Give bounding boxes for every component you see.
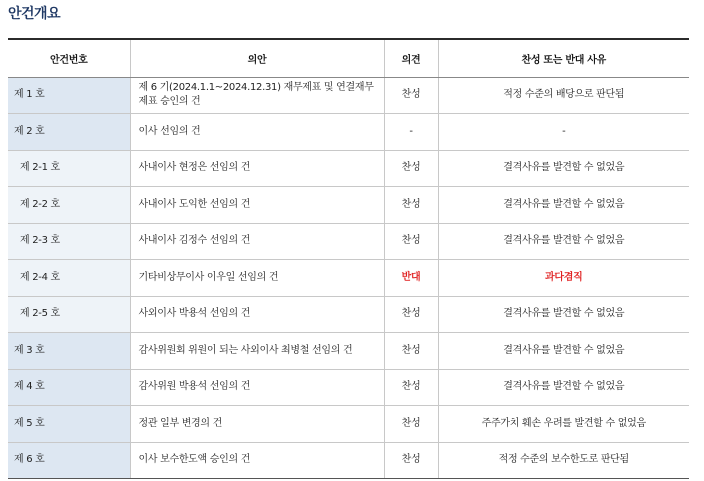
reason: 결격사유를 발견할 수 없었음 (438, 296, 689, 333)
section-title: 안건개요 (8, 6, 61, 22)
opinion: 찬성 (384, 150, 438, 187)
agenda-table (8, 38, 689, 479)
reason: 적정 수준의 배당으로 판단됨 (438, 77, 689, 114)
reason: 적정 수준의 보수한도로 판단됨 (438, 442, 689, 479)
opinion: 찬성 (384, 442, 438, 479)
agenda-title: 기타비상무이사 이우일 선임의 건 (130, 260, 384, 297)
agenda-title: 사내이사 도익한 선임의 건 (130, 187, 384, 224)
agenda-no: 제 2 호 (8, 114, 130, 151)
reason: 주주가치 훼손 우려를 발견할 수 없었음 (438, 406, 689, 443)
reason: 결격사유를 발견할 수 없었음 (438, 333, 689, 370)
table-row (8, 369, 689, 406)
reason: 결격사유를 발견할 수 없었음 (438, 223, 689, 260)
agenda-title: 사외이사 박용석 선임의 건 (130, 296, 384, 333)
reason: 결격사유를 발견할 수 없었음 (438, 369, 689, 406)
opinion: 찬성 (384, 296, 438, 333)
agenda-no: 제 2-3 호 (8, 223, 130, 260)
reason: 결격사유를 발견할 수 없었음 (438, 150, 689, 187)
opinion: 찬성 (384, 406, 438, 443)
table-row (8, 223, 689, 260)
agenda-title: 제 6 기(2024.1.1~2024.12.31) 재무제표 및 연결재무제표 승인의 건 (130, 77, 384, 114)
agenda-title: 정관 일부 변경의 건 (130, 406, 384, 443)
opinion: - (384, 114, 438, 151)
table-row (8, 442, 689, 479)
table-row (8, 150, 689, 187)
header-agenda-no: 안건번호 (8, 39, 130, 77)
table-row (8, 114, 689, 151)
agenda-no: 제 2-4 호 (8, 260, 130, 297)
agenda-no: 제 3 호 (8, 333, 130, 370)
agenda-no: 제 2-1 호 (8, 150, 130, 187)
agenda-no: 제 2-5 호 (8, 296, 130, 333)
header-agenda: 의안 (130, 39, 384, 77)
agenda-no: 제 2-2 호 (8, 187, 130, 224)
opinion: 찬성 (384, 223, 438, 260)
agenda-title: 감사위원 박용석 선임의 건 (130, 369, 384, 406)
agenda-title: 이사 보수한도액 승인의 건 (130, 442, 384, 479)
table-row (8, 260, 689, 297)
reason: - (438, 114, 689, 151)
opinion-against: 반대 (384, 260, 438, 297)
agenda-no: 제 4 호 (8, 369, 130, 406)
agenda-title: 사내이사 현정은 선임의 건 (130, 150, 384, 187)
agenda-title: 사내이사 김정수 선임의 건 (130, 223, 384, 260)
opinion: 찬성 (384, 77, 438, 114)
reason: 결격사유를 발견할 수 없었음 (438, 187, 689, 224)
reason-against: 과다겸직 (438, 260, 689, 297)
table-row (8, 296, 689, 333)
table-row (8, 77, 689, 114)
opinion: 찬성 (384, 187, 438, 224)
header-opinion: 의견 (384, 39, 438, 77)
agenda-title: 이사 선임의 건 (130, 114, 384, 151)
agenda-no: 제 1 호 (8, 77, 130, 114)
opinion: 찬성 (384, 369, 438, 406)
header-reason: 찬성 또는 반대 사유 (438, 39, 689, 77)
agenda-title: 감사위원회 위원이 되는 사외이사 최병철 선임의 건 (130, 333, 384, 370)
table-row (8, 187, 689, 224)
agenda-no: 제 5 호 (8, 406, 130, 443)
table-row (8, 406, 689, 443)
agenda-no: 제 6 호 (8, 442, 130, 479)
table-row (8, 333, 689, 370)
table-header-row (8, 39, 689, 77)
opinion: 찬성 (384, 333, 438, 370)
